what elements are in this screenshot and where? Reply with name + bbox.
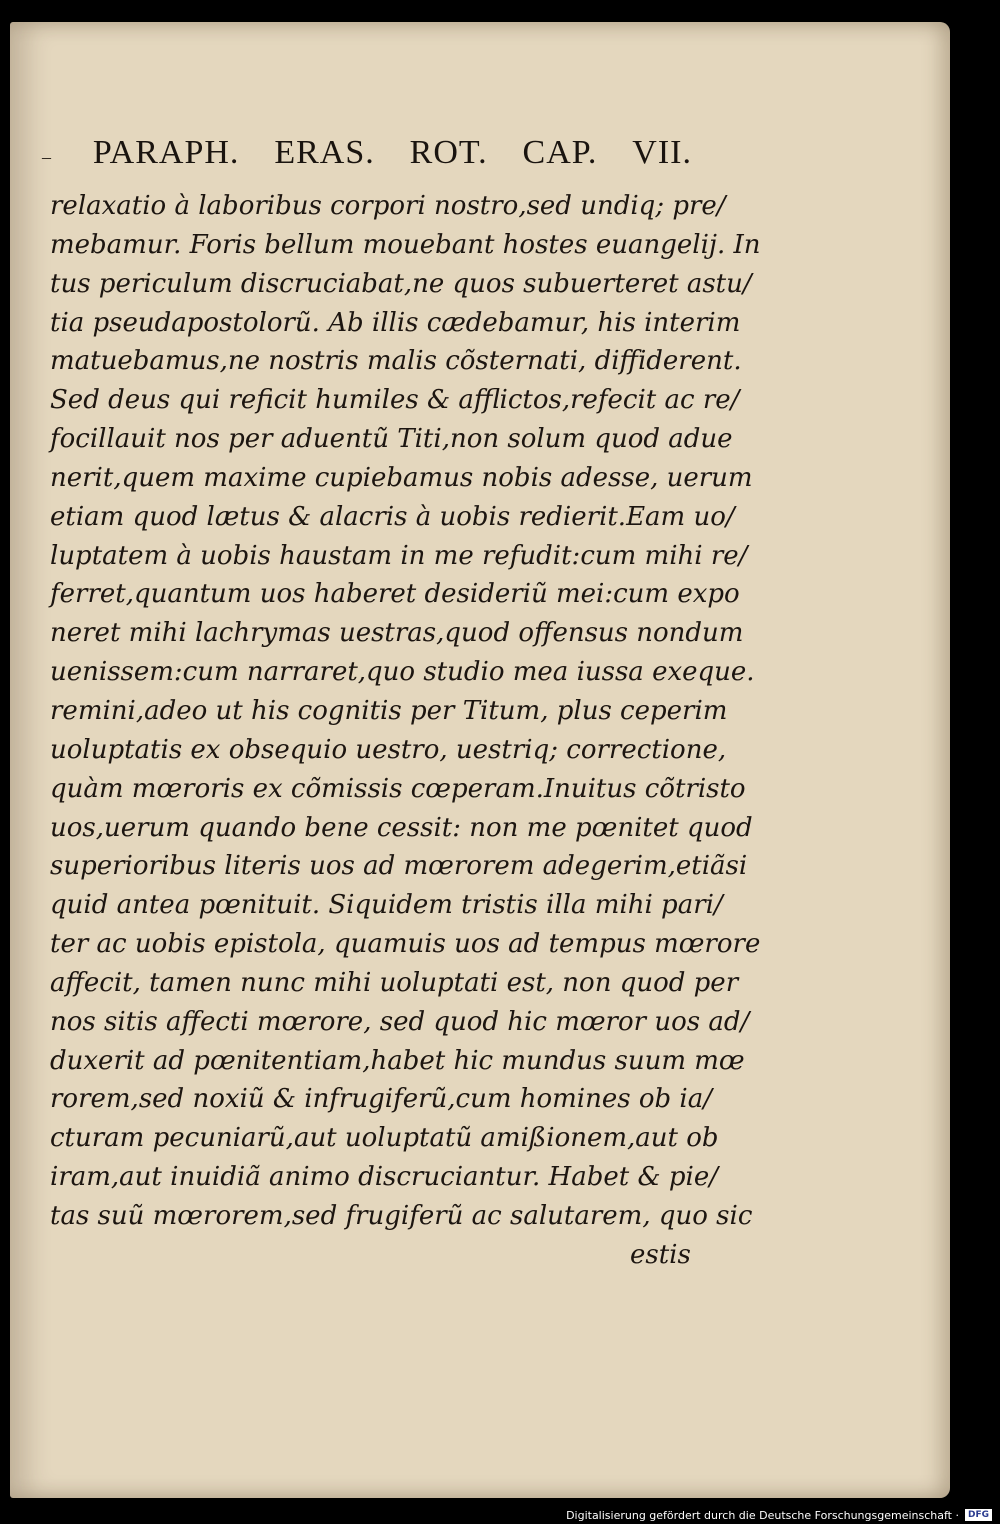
book-page [10,22,950,1498]
running-head-part: VII. [632,134,692,171]
text-line: nos sitis affecti mœrore, sed quod hic mœror uos ad/ [50,1006,750,1037]
text-line: affecit, tamen nunc mihi uoluptati est, non quod per [50,967,739,998]
text-line: mebamur. Foris bellum mouebant hostes euangelij. In [50,229,761,260]
text-line: neret mihi lachrymas uestras,quod offensus nondum [50,618,744,649]
running-head-part: ROT. [409,134,488,171]
text-line: rorem,sed noxiũ & infrugiferũ,cum homines ob ia/ [50,1084,712,1115]
text-line: focillauit nos per aduentũ Titi,non solum quod adue [50,424,733,455]
text-line: quid antea pœnituit. Siquidem tristis illa mihi pari/ [50,890,723,921]
text-line: tia pseudapostolorũ. Ab illis cædebamur, his interim [50,307,741,338]
catchword: estis [630,1240,691,1270]
text-line: superioribus literis uos ad mœrorem adegerim,etiãsi [50,851,748,882]
running-head-part: CAP. [522,134,598,171]
text-line: quàm mœroris ex cõmissis cœperam.Inuitus cõtristo [50,773,746,804]
text-line: iram,aut inuidiã animo discruciantur. Habet & pie/ [50,1162,718,1193]
text-line: tus periculum discruciabat,ne quos subuerteret astu/ [50,268,752,299]
text-line: duxerit ad pœnitentiam,habet hic mundus suum mœ [50,1045,745,1076]
body-text [50,187,761,1236]
running-head [42,134,692,178]
text-line: matuebamus,ne nostris malis cõsternati, diffiderent. [50,346,742,377]
footer-text: Digitalisierung gefördert durch die Deutsche Forschungsgemeinschaft · [566,1508,959,1522]
text-line: uoluptatis ex obsequio uestro, uestriq; correctione, [50,734,727,765]
text-line: uenissem:cum narraret,quo studio mea iussa exeque. [50,657,755,688]
text-line: Sed deus qui reficit humiles & afflictos,refecit ac re/ [50,385,740,416]
text-line: cturam pecuniarũ,aut uoluptatũ amißionem,aut ob [50,1123,719,1154]
text-line: etiam quod lætus & alacris à uobis redierit.Eam uo/ [50,501,735,532]
text-line: relaxatio à laboribus corpori nostro,sed undiq; pre/ [50,191,726,221]
text-line: nerit,quem maxime cupiebamus nobis adesse, uerum [50,462,753,493]
funding-footer [0,1506,1000,1524]
header-mark: – [42,147,52,167]
text-line: uos,uerum quando bene cessit: non me pœnitet quod [50,812,753,843]
text-line: remini,adeo ut his cognitis per Titum, plus ceperim [50,695,728,726]
text-line: tas suũ mœrorem,sed frugiferũ ac salutarem, quo sic [50,1200,753,1231]
text-line: luptatem à uobis haustam in me refudit:cum mihi re/ [50,540,748,571]
running-head-part: ERAS. [274,134,375,171]
text-line: ferret,quantum uos haberet desideriũ mei:cum expo [50,579,740,610]
dfg-logo: DFG [965,1509,992,1521]
running-head-part: PARAPH. [92,134,240,171]
text-line: ter ac uobis epistola, quamuis uos ad tempus mœrore [50,929,761,960]
